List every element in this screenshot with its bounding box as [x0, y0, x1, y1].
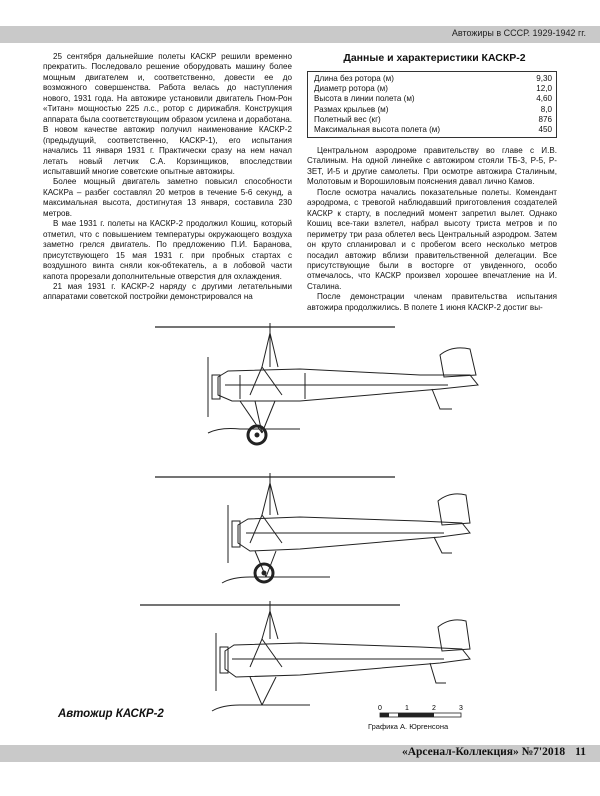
specs-title: Данные и характеристики КАСКР-2 — [343, 52, 526, 64]
scale-tick-label: 3 — [459, 705, 463, 712]
spec-label: Диаметр ротора (м) — [314, 84, 388, 94]
spec-value: 876 — [538, 114, 552, 124]
spec-label: Полетный вес (кг) — [314, 114, 381, 124]
paragraph: После демонстрации членам правительства испытания автожира продолжились. В полете 1 июня КАСКР-2 достиг вы- — [307, 292, 557, 312]
spec-value: 4,60 — [536, 94, 552, 104]
paragraph: Более мощный двигатель заметно повысил способности КАСКРа – разбег составлял 20 метров в течение 5-6 секунд, а максимальная высота, достигнутая 13 января, составила 230 метров. — [43, 177, 292, 218]
spec-label: Размах крыльев (м) — [314, 104, 389, 114]
spec-value: 450 — [538, 125, 552, 135]
spec-value: 9,30 — [536, 74, 552, 83]
spec-row — [312, 94, 552, 104]
footer — [402, 746, 586, 758]
page-number: 11 — [575, 746, 586, 758]
scale-tick-label: 0 — [378, 705, 382, 712]
header-bar — [0, 26, 600, 43]
spec-row — [312, 125, 552, 135]
running-title: Автожиры в СССР. 1929-1942 гг. — [451, 28, 586, 38]
spec-label: Высота в линии полета (м) — [314, 94, 415, 104]
paragraph: 21 мая 1931 г. КАСКР-2 наряду с другими летательными аппаратами советской постройки демонстрировался на — [43, 281, 292, 302]
right-column — [307, 146, 557, 313]
footer-bar — [0, 745, 600, 762]
autogyro-drawing — [0, 315, 600, 735]
magazine-title: «Арсенал-Коллекция» №7'2018 — [401, 746, 566, 758]
spec-label: Длина без ротора (м) — [314, 74, 394, 83]
autogyro-view-2 — [155, 473, 470, 583]
figure-caption: Автожир КАСКР-2 — [58, 708, 164, 720]
paragraph: Центральном аэродроме правительству во главе с И.В. Сталиным. На одной линейке с автожиром стояли ТБ-3, Р-5, Р-ЗЕТ, И-5 и другие самолеты. При осмотре автожира Сталиным, Молотовым и Ворошиловым пояснения давал лично Камов. — [307, 146, 557, 187]
paragraph: 25 сентября дальнейшие полеты КАСКР решили временно прекратить. Последовало решение оборудовать машину более мощным двигателем и, соответственно, довести ее до возможного совершенства. Работа велась до наступления нового, 1931 года. На автожире установили двигатель Гном-Рон «Титан» мощностью 225 л.с., ротор с дирижабля. Конструкция аппарата была соответствующим образом усилена и доработана. В новом качестве автожир получил наименование КАСКР-2 (предыдущий, соответственно, КАСКР-1), его испытания начались 11 января 1931 г. Практически сразу на нем начал летать новый летчик С.А. Корзинщиков, впоследствии испытавший многие советские опытные автожиры. — [43, 52, 292, 176]
spec-label: Максимальная высота полета (м) — [314, 125, 441, 135]
spec-row — [312, 84, 552, 94]
specs-table — [307, 71, 557, 138]
autogyro-view-3 — [140, 601, 470, 711]
paragraph: В мае 1931 г. полеты на КАСКР-2 продолжил Кошиц, который отметил, что с повышением температуры окружающего воздуха заметно грелся двигатель. По предложению П.И. Баранова, присутствующего 15 мая 1931 г. при пробных стартах с воздушного винта сняли кок-обтекатель, а в лобовой части капота прорезали дополнительные отверстия для охлаждения. — [43, 219, 292, 281]
autogyro-view-1 — [155, 323, 478, 444]
spec-value: 8,0 — [540, 104, 552, 114]
paragraph: После осмотра начались показательные полеты. Комендант аэродрома, с тревогой наблюдавший приготовления создателей КАСКР к старту, в последний момент запретил вылет. Однако Кошиц все-таки взлетел, набрал высоту триста метров и по периметру три раза облетел весь Центральный аэродром. Затем он круто спланировал и с пробегом всего несколько метров посадил автожир вблизи правительственной делегации. Все присутствующие были в восторге от увиденного, особо отмечалось, что КАСКР произвел хорошее впечатление на И. Сталина. — [307, 187, 557, 291]
spec-row — [312, 74, 552, 84]
spec-row — [312, 105, 552, 115]
spec-row — [312, 115, 552, 125]
drawing-credit: Графика А. Юргенсона — [368, 722, 449, 731]
scale-tick-label: 2 — [432, 705, 436, 712]
spec-value: 12,0 — [536, 84, 552, 94]
left-column — [43, 52, 292, 303]
scale-tick-label: 1 — [405, 705, 409, 712]
